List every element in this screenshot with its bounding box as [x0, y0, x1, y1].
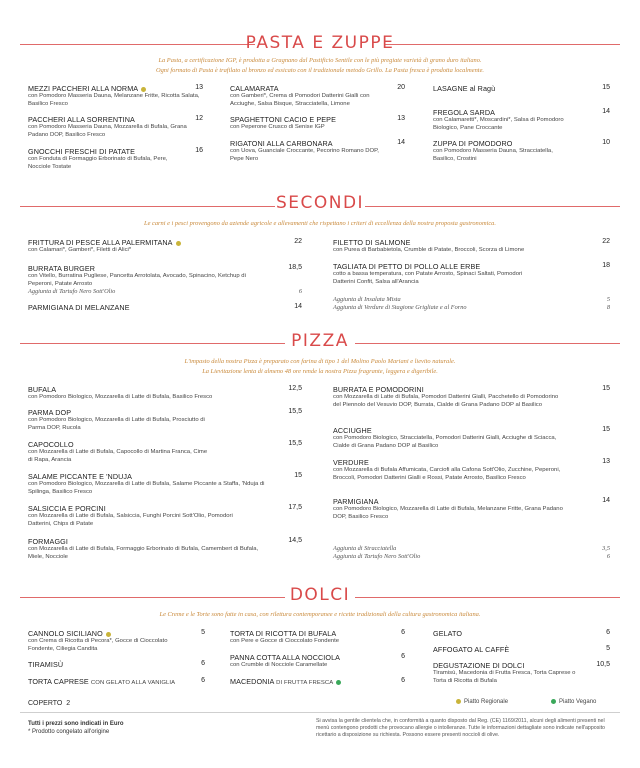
menu-item [28, 408, 208, 432]
item-name: SPAGHETTONI CACIO E PEPE [230, 115, 336, 124]
legend-label: Piatto Regionale [464, 699, 509, 706]
item-price: 15,5 [288, 440, 302, 447]
item-desc: con Crumble di Nocciole Caramellate [230, 662, 328, 668]
menu-item [28, 472, 288, 496]
item-desc: con Calamari*, Gamberi*, Filetti di Alici* [28, 247, 132, 253]
legend-regional [456, 699, 508, 705]
item-desc: con Mozzarella di Bufala Affumicata, Carciofi alla Cafona Sott'Olio, Zucchine, Peperoni, Broccoli, Pomodori Datterini Gialli e Rossi, Patate Arrosto, Basilico Fresco [333, 467, 561, 481]
item-desc: con Uova, Guanciale Croccante, Pecorino Romano DOP, Pepe Nero [230, 148, 379, 162]
item-desc: con Purea di Barbabietola, Crumble di Patate, Broccoli, Scorza di Limone [333, 247, 525, 253]
item-desc: con Pere e Gocce di Cioccolato Fondente [230, 638, 340, 644]
item-name: FORMAGGI [28, 537, 68, 546]
addon-price: 8 [606, 304, 610, 311]
item-name: LASAGNE [433, 84, 468, 93]
section-title-pasta: PASTA E ZUPPE [245, 33, 395, 53]
footer-notes [28, 720, 228, 736]
menu-item [28, 677, 198, 688]
item-price: 10 [602, 139, 610, 146]
intro-line: L'impasto della nostra Pizza è preparato con farina di tipo 1 del Molino Paolo Mariani e lievito naturale. [184, 358, 456, 365]
item-price: 17,5 [288, 504, 302, 511]
menu-item [230, 139, 380, 163]
section-intro-dolci: Le Creme e le Torte sono fatte in casa, con rilettura contemporanee e ricette tradizionali della cultura gastronomica italiana. [159, 611, 481, 618]
item-price: 15 [602, 385, 610, 392]
addon-note: Aggiunta di Stracciatella [333, 545, 397, 552]
menu-item [28, 440, 213, 464]
item-price: 10,5 [596, 661, 610, 668]
item-desc: Tiramisù, Macedonia di Frutta Fresca, Torta Caprese o Torta di Ricotta di Bufala [433, 670, 576, 684]
menu-item [433, 629, 583, 638]
menu-item [433, 139, 563, 163]
item-desc: con Mozzarella di Latte di Bufala, Salsiccia, Funghi Porcini Sott'Olio, Pomodori Datterini, Chips di Patate [28, 513, 233, 527]
item-suffix: CON GELATO ALLA VANIGLIA [90, 680, 176, 686]
section-intro-pizza [0, 357, 640, 376]
item-price: 12,5 [288, 385, 302, 392]
regional-dot-icon [176, 241, 181, 246]
item-name: DEGUSTAZIONE DI DOLCI [433, 661, 525, 670]
item-name: PACCHERI ALLA SORRENTINA [28, 115, 135, 124]
item-price: 14 [602, 497, 610, 504]
item-name: BURRATA E POMODORINI [333, 385, 424, 394]
item-name: FRITTURA DI PESCE ALLA PALERMITANA [28, 238, 173, 247]
coperto-label: COPERTO [28, 700, 63, 707]
menu-item [333, 497, 573, 521]
item-name: BURRATA BURGER [28, 264, 96, 273]
regional-dot-icon [106, 632, 111, 637]
section-intro-pasta [0, 56, 640, 75]
menu-item [28, 660, 178, 669]
item-price: 13 [195, 84, 203, 91]
item-price: 15 [602, 84, 610, 91]
addon-price: 6 [298, 288, 302, 295]
intro-line: La Lievitazione lenta di almeno 48 ore rende la nostra Pizza fragrante, leggera e digeribile. [202, 367, 438, 375]
item-desc: con Mozzarella di Latte di Bufala, Capocollo di Martina Franca, Cime di Rapa, Arancia [28, 449, 208, 463]
item-name: PANNA COTTA ALLA NOCCIOLA [230, 653, 341, 662]
item-name: ZUPPA DI POMODORO [433, 139, 513, 148]
item-desc: con Mozzarella di Latte di Bufala, Formaggio Erborinato di Bufala, Camembert di Bufala, Miele, Nocciole [28, 546, 259, 560]
item-price: 6 [401, 653, 405, 660]
addon-note: Aggiunta di Verdure di Stagione Grigliate e al Forno [333, 304, 467, 311]
item-price: 14 [602, 108, 610, 115]
item-name: VERDURE [333, 458, 369, 467]
item-desc: con Crema di Ricotta di Pecora*, Gocce di Cioccolato Fondente, Ciliegia Candita [28, 638, 168, 652]
item-desc: cotto a bassa temperatura, con Patate Arrosto, Spinaci Saltati, Pomodori Datterini Confit, Salsa all'Arancia [333, 271, 523, 285]
item-price: 6 [201, 660, 205, 667]
item-name: SALAME PICCANTE E 'NDUJA [28, 472, 133, 481]
section-title-pizza: PIZZA [291, 331, 349, 351]
menu-item [230, 115, 390, 132]
legend-vegan [551, 699, 596, 705]
item-name: TIRAMISÙ [28, 660, 64, 669]
menu-item [28, 303, 258, 312]
item-price: 16 [195, 147, 203, 154]
item-name: PARMA DOP [28, 408, 72, 417]
addon-price: 5 [606, 296, 610, 303]
item-desc: con Mozzarella di Latte di Bufala, Pomodori Datterini Gialli, Pacchetello di Pomodorino del Piennolo del Vesuvio DOP, Burrata, Cialde di Grana Padano DOP al Basilico [333, 394, 559, 408]
item-name: TORTA DI RICOTTA DI BUFALA [230, 629, 337, 638]
item-desc: con Pomodoro Biologico, Mozzarella di Latte di Bufala, Prosciutto di Parma DOP, Rucola [28, 417, 205, 431]
item-name: MEZZI PACCHERI ALLA NORMA [28, 84, 139, 93]
item-desc: con Pomodoro Biologico, Mozzarella di Latte di Bufala, Melanzane Fritte, Grana Padano DOP, Basilico Fresco [333, 506, 563, 520]
menu-item [230, 84, 380, 108]
item-name: ACCIUGHE [333, 426, 372, 435]
item-desc: con Pomodoro Masseria Dauna, Mozzarella di Bufala, Grana Padano DOP, Basilico Fresco [28, 124, 187, 138]
menu-item [28, 264, 258, 288]
intro-line: Ogni formato di Pasta è trafilato al bronzo ed essicato con il tradizionale metodo Grillo. La Pasta fresca è prodotta localmente. [155, 66, 485, 74]
section-title-dolci: DOLCI [289, 585, 351, 605]
regional-dot-icon [141, 87, 146, 92]
menu-item [333, 238, 593, 255]
item-name: PARMIGIANA [333, 497, 379, 506]
item-name: GNOCCHI FRESCHI DI PATATE [28, 147, 135, 156]
item-price: 6 [401, 629, 405, 636]
addon-price: 6 [606, 553, 610, 560]
footer-divider [20, 712, 620, 713]
menu-item [28, 629, 178, 653]
menu-item [28, 537, 263, 561]
addon-note: Aggiunta di Tartufo Nero Sott'Olio [28, 288, 116, 295]
menu-item [230, 677, 390, 688]
item-price: 14 [294, 303, 302, 310]
item-name: CALAMARATA [230, 84, 279, 93]
item-price: 20 [397, 84, 405, 91]
item-desc: con Pomodoro Masseria Dauna, Melanzane Fritte, Ricotta Salata, Basilico Fresco [28, 93, 200, 107]
item-name: GELATO [433, 629, 463, 638]
item-price: 18 [602, 262, 610, 269]
item-name: FILETTO DI SALMONE [333, 238, 411, 247]
item-price: 22 [294, 238, 302, 245]
menu-item [433, 108, 583, 132]
item-price: 13 [397, 115, 405, 122]
menu-item [333, 458, 563, 482]
item-desc: con Pomodoro Biologico, Mozzarella di Latte di Bufala, Salame Piccante a Staffa, 'Nduja di Spilinga, Basilico Fresco [28, 481, 265, 495]
regional-dot-icon [456, 699, 461, 704]
addon-price: 3,5 [602, 545, 610, 552]
item-name: SALSICCIA E PORCINI [28, 504, 106, 513]
menu-item [28, 238, 298, 255]
item-name: BUFALA [28, 385, 57, 394]
menu-item [333, 426, 563, 450]
item-price: 13 [602, 458, 610, 465]
item-desc: con Calamaretti*, Moscardini*, Salsa di Pomodoro Biologico, Pane Croccante [433, 117, 564, 131]
menu-item [433, 84, 583, 93]
menu-item [230, 653, 380, 670]
addon-note: Aggiunta di Tartufo Nero Sott'Olio [333, 553, 421, 560]
item-name: CANNOLO SICILIANO [28, 629, 103, 638]
item-price: 18,5 [288, 264, 302, 271]
item-name: CAPOCOLLO [28, 440, 74, 449]
item-price: 5 [201, 629, 205, 636]
menu-item [230, 629, 380, 646]
item-price: 15 [294, 472, 302, 479]
item-name: TORTA CAPRESE [28, 677, 89, 686]
section-intro-secondi: Le carni e i pesci provengono da aziende agricole e allevamenti che rispettano i criteri di eccellenza della nostra proposta gastronomica. [144, 220, 496, 227]
item-desc: con Gamberi*, Crema di Pomodori Datterini Gialli con Acciughe, Salsa Bisque, Stracciatella, Limone [230, 93, 370, 107]
legend-label: Piatto Vegano [559, 699, 597, 706]
menu-item [333, 385, 563, 409]
item-name: MACEDONIA [230, 677, 275, 686]
item-price: 14 [397, 139, 405, 146]
item-name: AFFOGATO AL CAFFÈ [433, 645, 510, 654]
item-desc: con Pomodoro Masseria Dauna, Stracciatella, Basilico, Crostini [433, 148, 553, 162]
item-suffix: DI FRUTTA FRESCA [276, 680, 334, 686]
coperto-price: 2 [66, 700, 71, 707]
item-price: 6 [606, 629, 610, 636]
item-desc: con Pomodoro Biologico, Mozzarella di Latte di Bufala, Basilico Fresco [28, 394, 213, 400]
item-desc: con Vitello, Burratina Pugliese, Pancetta Arrotolata, Avocado, Spinacino, Ketchup di Peperoni, Patate Arrosto [28, 273, 246, 287]
menu-item [433, 661, 583, 685]
item-name: RIGATONI ALLA CARBONARA [230, 139, 333, 148]
coperto [28, 700, 70, 707]
item-desc: con Pomodoro Biologico, Stracciatella, Pomodori Datterini Gialli, Acciughe di Sciacca, Cialde di Grana Padano DOP al Basilico [333, 435, 557, 449]
item-price: 5 [606, 645, 610, 652]
addon-note: Aggiunta di Insalata Mista [333, 296, 401, 303]
menu-item [433, 645, 583, 654]
frozen-note: * Prodotto congelato all'origine [28, 729, 110, 735]
item-price: 22 [602, 238, 610, 245]
item-name: PARMIGIANA DI MELANZANE [28, 303, 130, 312]
item-suffix: al Ragù [469, 84, 496, 93]
vegan-dot-icon [551, 699, 556, 704]
menu-item [28, 504, 253, 528]
item-price: 14,5 [288, 537, 302, 544]
item-desc: con Peperone Crusco di Senise IGP [230, 124, 325, 130]
item-price: 6 [201, 677, 205, 684]
vegan-dot-icon [336, 680, 341, 685]
item-name: TAGLIATA DI PETTO DI POLLO ALLE ERBE [333, 262, 481, 271]
item-price: 12 [195, 115, 203, 122]
menu-item [28, 147, 188, 171]
item-price: 6 [401, 677, 405, 684]
item-name: FREGOLA SARDA [433, 108, 496, 117]
menu-item [333, 262, 533, 286]
euro-note: Tutti i prezzi sono indicati in Euro [28, 721, 124, 727]
menu-item [28, 385, 293, 402]
section-title-secondi: SECONDI [275, 193, 365, 213]
allergen-note: Si avvisa la gentile clientela che, in conformità a quanto disposto dal Reg. (CE) 1169/2011, alcuni degli alimenti presenti nel menù contengono prodotti che provocano allergie o intolleranze. Tutte le informazioni dettagliate sono indicate nell'apposito ricettario a disposizione su richiesta. Possono essere presenti noccioli di olive. [316, 718, 605, 739]
intro-line: La Pasta, a certificazione IGP, è prodotta a Gragnano dal Pastificio Sentile con le più pregiate varietà di grano duro italiano. [158, 57, 482, 64]
item-price: 15,5 [288, 408, 302, 415]
item-price: 15 [602, 426, 610, 433]
item-desc: con Fonduta di Formaggio Erborinato di Bufala, Pere, Nocciole Tostate [28, 156, 168, 170]
